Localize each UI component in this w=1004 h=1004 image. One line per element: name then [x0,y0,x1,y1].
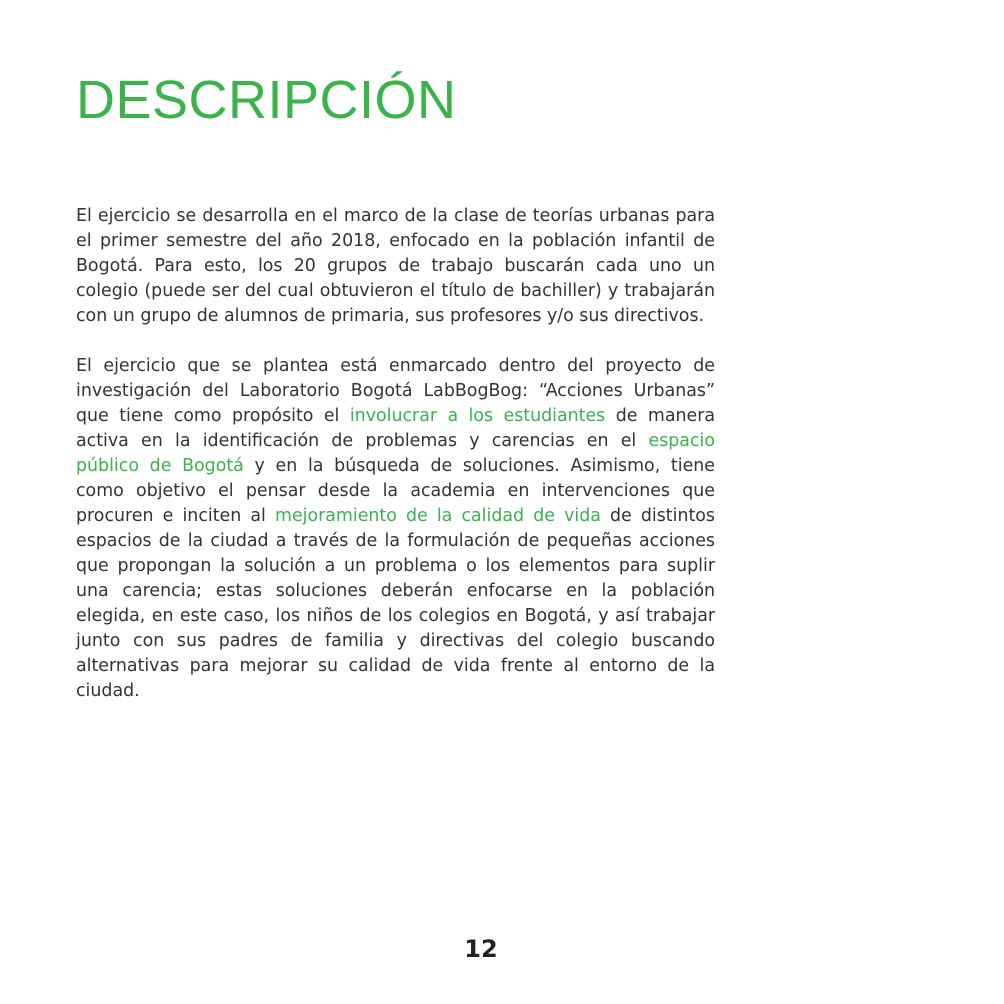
page-title: DESCRIPCIÓN [76,70,457,130]
paragraph-2-part-3: y en la búsqueda de soluciones. Asimismo, tiene como objetivo el pensar desde la academia en intervenciones que procuren e inciten al [76,456,715,526]
description-body [76,204,715,729]
paragraph-1: El ejercicio se desarrolla en el marco de la clase de teorías urbanas para el primer semestre del año 2018, enfocado en la población infantil de Bogotá. Para esto, los 20 grupos de trabajo buscarán cada uno un colegio (puede ser del cual obtuvieron el título de bachiller) y trabajarán con un grupo de alumnos de primaria, sus profesores y/o sus directivos. [76,206,715,326]
highlight-calidad-de-vida: mejoramiento de la calidad de vida [275,506,601,526]
paragraph-2-part-4: de distintos espacios de la ciudad a través de la formulación de pequeñas acciones que propongan la solución a un problema o los elementos para suplir una carencia; estas soluciones deberán enfocarse en la población elegida, en este caso, los niños de los colegios en Bogotá, y así trabajar junto con sus padres de familia y directivas del colegio buscando alternativas para mejorar su calidad de vida frente al entorno de la ciudad. [76,506,715,701]
paragraph-2-part-1: El ejercicio que se plantea está enmarcado dentro del proyecto de investigación del Laboratorio Bogotá LabBogBog: “Acciones Urbanas” que tiene como propósito el [76,356,715,426]
highlight-espacio-publico: espacio público de Bogotá [76,431,715,476]
paragraph-2-part-2: de manera activa en la identificación de problemas y carencias en el [76,406,715,451]
page-number: 12 [464,935,498,963]
highlight-involucrar: involucrar a los estudiantes [349,406,606,426]
paragraph-2 [76,354,715,704]
